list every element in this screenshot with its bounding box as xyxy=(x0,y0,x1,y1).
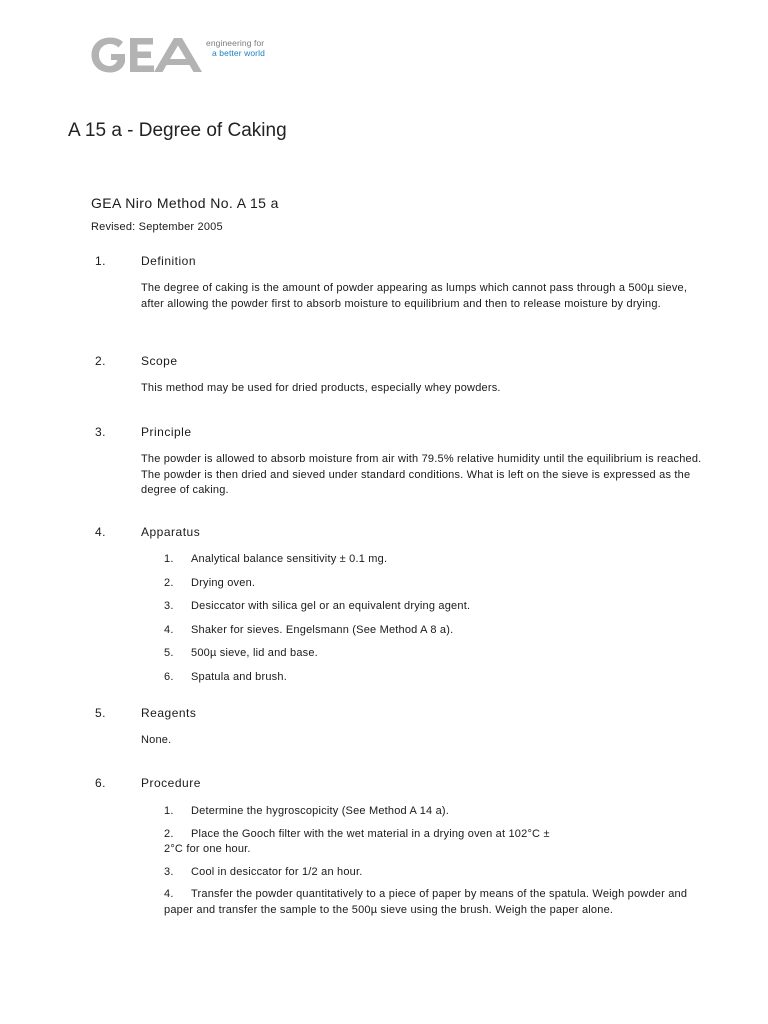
section-number: 5. xyxy=(95,706,107,720)
section-heading: Definition xyxy=(141,254,197,268)
item-text: Analytical balance sensitivity ± 0.1 mg. xyxy=(191,553,388,565)
gea-wordmark-graphic xyxy=(90,36,206,74)
list-item xyxy=(164,865,709,881)
apparatus-list xyxy=(164,552,719,685)
item-text: Drying oven. xyxy=(191,576,256,589)
tagline-line1: engineering for xyxy=(206,38,265,48)
list-item xyxy=(164,646,719,662)
method-number: GEA Niro Method No. A 15 a xyxy=(91,195,279,211)
list-item xyxy=(164,887,709,918)
section-body: The degree of caking is the amount of powder appearing as lumps which cannot pass through a 500µ sieve, after allowing the powder first to absorb moisture to equilibrium and then to release moisture by drying. xyxy=(141,282,688,310)
section-heading: Apparatus xyxy=(141,525,201,539)
item-text: Spatula and brush. xyxy=(191,670,287,683)
logo-tagline xyxy=(206,38,265,58)
tagline-line2: a better world xyxy=(212,48,265,58)
item-number: 4. xyxy=(164,888,174,900)
procedure-list xyxy=(164,804,709,918)
item-text: Desiccator with silica gel or an equivalent drying agent. xyxy=(191,600,471,612)
item-number: 3. xyxy=(164,600,174,612)
section-number: 4. xyxy=(95,525,107,539)
section-heading: Scope xyxy=(141,354,178,368)
item-number: 6. xyxy=(164,670,174,683)
section-heading: Procedure xyxy=(141,776,201,790)
item-number: 1. xyxy=(164,805,174,817)
section-number: 2. xyxy=(95,354,107,368)
item-text: 500µ sieve, lid and base. xyxy=(191,647,318,659)
item-number: 2. xyxy=(164,827,174,840)
document-title: A 15 a - Degree of Caking xyxy=(68,120,287,141)
list-item xyxy=(164,804,709,820)
section-body: This method may be used for dried products, especially whey powders. xyxy=(141,382,501,394)
item-number: 3. xyxy=(164,865,174,878)
section-number: 3. xyxy=(95,425,107,439)
gea-logo xyxy=(90,36,206,74)
item-text: Place the Gooch filter with the wet material in a drying oven at 102°C ± 2°C for one hour. xyxy=(164,827,550,855)
list-item xyxy=(164,827,564,858)
item-text: Cool in desiccator for 1/2 an hour. xyxy=(191,865,363,878)
list-item xyxy=(164,670,719,686)
revised-date: Revised: September 2005 xyxy=(91,221,223,233)
section-number: 1. xyxy=(95,254,107,268)
section-body: The powder is allowed to absorb moisture from air with 79.5% relative humidity until the equilibrium is reached. The powder is then dried and sieved under standard conditions. What is left on the sieve is expressed as the degree of caking. xyxy=(141,453,702,496)
section-number: 6. xyxy=(95,776,107,790)
item-text: Transfer the powder quantitatively to a piece of paper by means of the spatula. Weigh powder and paper and transfer the sample to the 500µ sieve using the brush. Weigh the paper alone. xyxy=(164,888,688,916)
section-heading: Reagents xyxy=(141,706,197,720)
item-number: 2. xyxy=(164,576,174,589)
list-item xyxy=(164,576,719,592)
list-item xyxy=(164,552,719,568)
list-item xyxy=(164,623,719,639)
item-number: 1. xyxy=(164,553,174,565)
list-item xyxy=(164,599,719,615)
section-heading: Principle xyxy=(141,425,192,439)
item-text: Shaker for sieves. Engelsmann (See Method A 8 a). xyxy=(191,623,454,636)
section-body: None. xyxy=(141,734,172,746)
item-text: Determine the hygroscopicity (See Method A 14 a). xyxy=(191,805,450,817)
item-number: 5. xyxy=(164,647,174,659)
item-number: 4. xyxy=(164,623,174,636)
